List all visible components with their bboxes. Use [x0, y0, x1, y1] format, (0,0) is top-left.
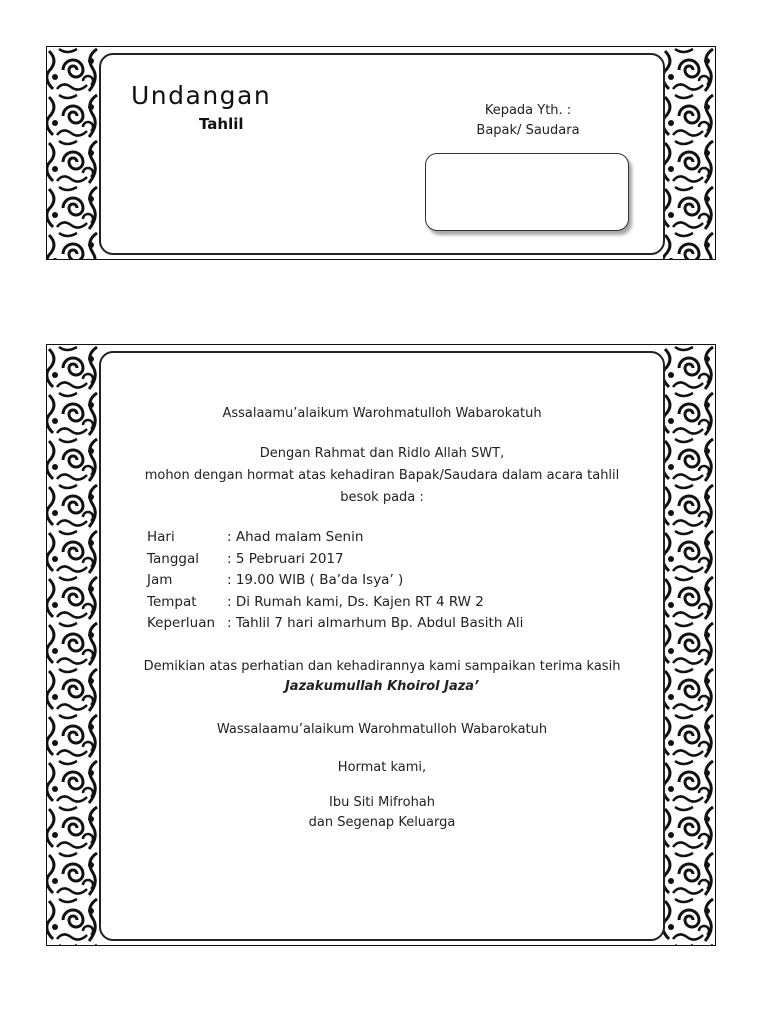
detail-value: : Tahlil 7 hari almarhum Bp. Abdul Basith Ali [227, 615, 524, 631]
envelope-card [46, 46, 716, 260]
request-line-2: besok pada : [340, 490, 424, 505]
detail-value: : 5 Pebruari 2017 [227, 550, 344, 567]
ornament-border-left [47, 345, 99, 945]
ornament-border-right [663, 345, 715, 945]
recipient-line-1: Kepada Yth. : [484, 103, 572, 118]
recipient-label [473, 101, 583, 141]
greeting: Assalaamu’alaikum Warohmatulloh Wabarokatuh [222, 406, 542, 421]
request-line-1: mohon dengan hormat atas kehadiran Bapak/Saudara dalam acara tahlil [144, 468, 620, 483]
detail-value: : Ahad malam Senin [227, 529, 364, 545]
signer-name: Ibu Siti Mifrohah [328, 795, 436, 810]
ornament-border-right [663, 47, 715, 259]
detail-label: Hari [147, 529, 175, 545]
detail-value: : 19.00 WIB ( Ba’da Isya’ ) [227, 572, 404, 588]
detail-label: Tanggal [147, 550, 200, 567]
detail-label: Tempat [147, 593, 197, 610]
detail-row-date [147, 549, 523, 571]
closing-line: Demikian atas perhatian dan kehadirannya kami sampaikan terima kasih [143, 659, 621, 674]
recipient-line-2: Bapak/ Saudara [476, 123, 580, 138]
letter-frame [99, 351, 665, 941]
detail-row-time [147, 570, 523, 592]
detail-row-day [147, 527, 523, 549]
detail-row-place [147, 592, 523, 614]
address-box [425, 153, 629, 231]
signer-family: dan Segenap Keluarga [308, 815, 456, 830]
detail-label: Keperluan [147, 615, 216, 631]
thanks-line: Jazakumullah Khoirol Jaza’ [284, 679, 480, 694]
farewell: Wassalaamu’alaikum Warohmatulloh Wabarokatuh [216, 722, 548, 737]
detail-label: Jam [147, 572, 173, 588]
regards: Hormat kami, [337, 760, 427, 775]
detail-row-purpose [147, 613, 523, 635]
letter-card [46, 344, 716, 946]
event-details [147, 527, 523, 635]
ornament-border-left [47, 47, 99, 259]
envelope-title: Undangan [131, 81, 272, 110]
detail-value: : Di Rumah kami, Ds. Kajen RT 4 RW 2 [227, 593, 484, 610]
opening-line: Dengan Rahmat dan Ridlo Allah SWT, [259, 446, 505, 461]
envelope-subtitle: Tahlil [199, 115, 244, 133]
